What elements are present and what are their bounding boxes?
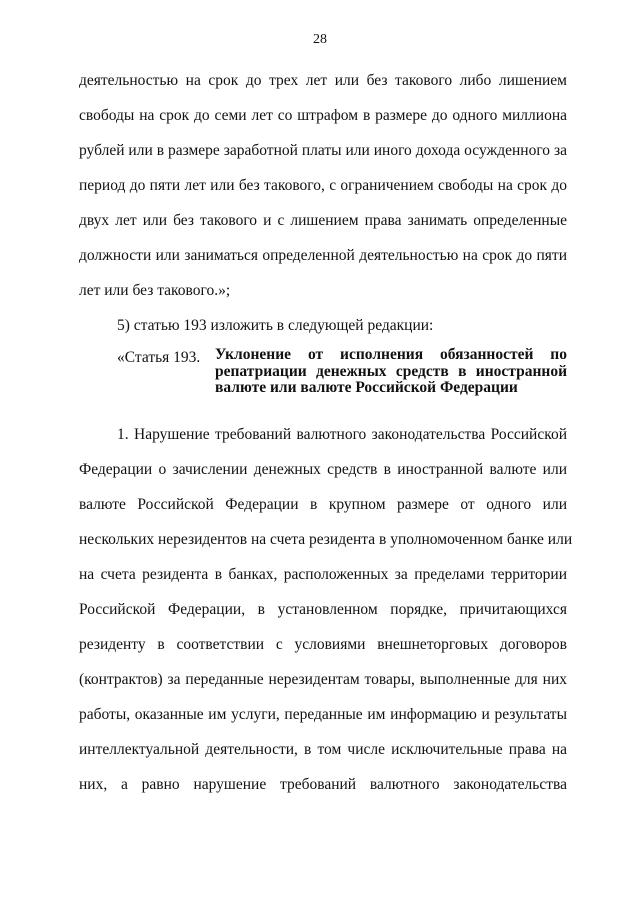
text-line: интеллектуальной деятельности, в том числе исключительные права на [79, 741, 567, 758]
paragraph-continuation [79, 63, 567, 308]
text-line: деятельностью на срок до трех лет или без такового либо лишением [79, 72, 567, 89]
text-line: должности или заниматься определенной деятельностью на срок до пяти [79, 247, 567, 264]
text-line: (контрактов) за переданные нерезидентам товары, выполненные для них [79, 671, 567, 688]
text-line: работы, оказанные им услуги, переданные им информацию и результаты [79, 706, 567, 723]
article-label: «Статья 193. [117, 349, 201, 366]
item-5: 5) статью 193 изложить в следующей редакции: [117, 317, 434, 334]
text-line: Федерации о зачислении денежных средств в иностранной валюте или [79, 461, 567, 478]
article-title-line: Уклонение от исполнения обязанностей по [215, 346, 567, 363]
text-line: них, а равно нарушение требований валютного законодательства [79, 776, 567, 793]
text-line: резиденту в соответствии с условиями внешнеторговых договоров [79, 636, 567, 653]
text-line: свободы на срок до семи лет со штрафом в размере до одного миллиона [79, 107, 567, 124]
text-line: период до пяти лет или без такового, с ограничением свободы на срок до [79, 177, 567, 194]
article-heading [79, 341, 567, 417]
article-title-line: репатриации денежных средств в иностранной [215, 362, 567, 380]
text-line: 1. Нарушение требований валютного законодательства Российской [117, 426, 567, 443]
text-line: нескольких нерезидентов на счета резидента в уполномоченном банке или [79, 531, 573, 548]
article-title-line: валюте или валюте Российской Федерации [215, 379, 518, 396]
paragraph-1 [79, 417, 573, 802]
page-number: 28 [313, 32, 327, 47]
article-title [215, 341, 567, 417]
text-line: на счета резидента в банках, расположенных за пределами территории [79, 566, 567, 583]
text-line: валюте Российской Федерации в крупном размере от одного или [79, 496, 567, 513]
text-line: Российской Федерации, в установленном порядке, причитающихся [79, 601, 567, 618]
document-body [79, 63, 573, 802]
text-line: двух лет или без такового и с лишением права занимать определенные [79, 212, 567, 229]
text-line: лет или без такового.»; [79, 282, 231, 299]
text-line: рублей или в размере заработной платы или иного дохода осужденного за [79, 142, 567, 159]
